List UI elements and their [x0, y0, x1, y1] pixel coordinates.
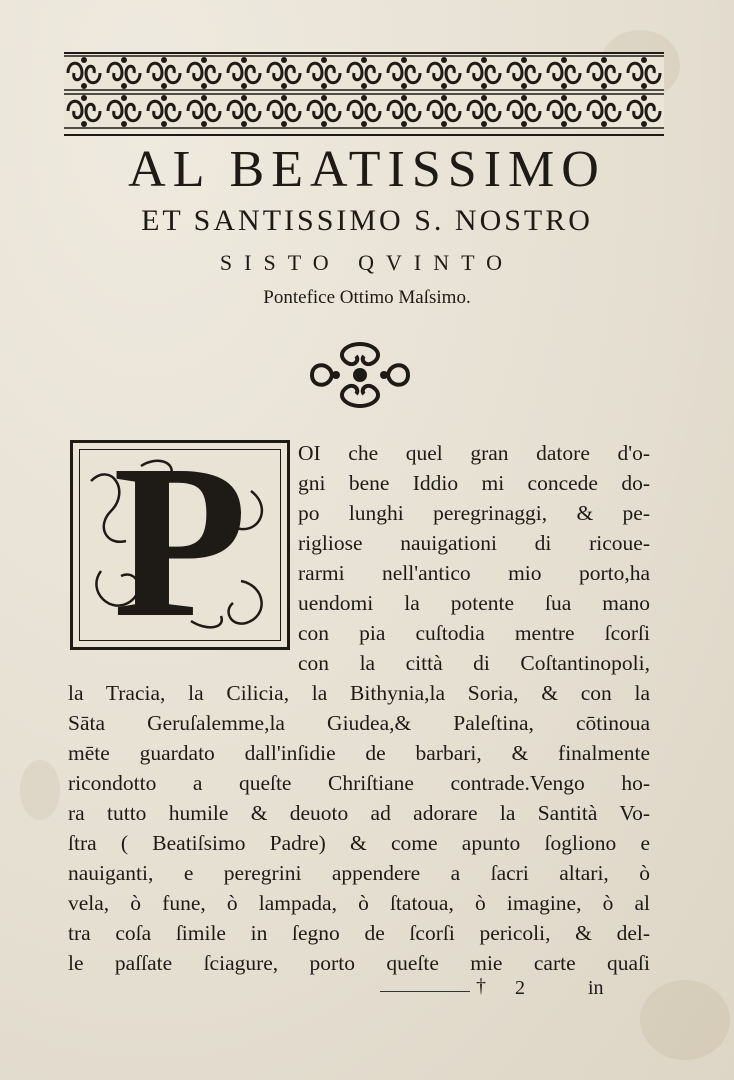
heading-line-3: SISTO QVINTO — [219, 250, 515, 275]
text-line: nauiganti, e peregrini appendere a ſacri altari, ò — [68, 861, 650, 885]
page-footer — [380, 975, 610, 1005]
text-line: ricondotto a queſte Chriſtiane contrade.Vengo ho- — [68, 771, 650, 795]
fleuron-ornament-icon — [306, 338, 414, 412]
scroll-ornament-icon — [64, 54, 664, 130]
text-line: OI che quel gran datore d'o- — [298, 441, 650, 465]
text-line: ra tutto humile & deuoto ad adorare la Santità Vo- — [68, 801, 650, 825]
text-line: tra coſa ſimile in ſegno de ſcorſi pericoli, & del- — [68, 921, 650, 945]
text-line: con la città di Coſtantinopoli, — [298, 651, 650, 675]
text-line: rigliose nauigationi di ricoue- — [298, 531, 650, 555]
text-line: la Tracia, la Cilicia, la Bithynia,la Soria, & con la — [68, 681, 650, 705]
text-line: ſtra ( Beatiſsimo Padre) & come apunto ſogliono e — [68, 831, 650, 855]
text-line: con pia cuſtodia mentre ſcorſi — [298, 621, 650, 645]
heading-line-1: AL BEATISSIMO — [128, 141, 606, 198]
signature-mark: † — [476, 975, 486, 997]
text-line: uendomi la potente ſua mano — [298, 591, 650, 615]
text-line: gni bene Iddio mi concede do- — [298, 471, 650, 495]
text-line: vela, ò fune, ò lampada, ò ſtatoua, ò imagine, ò al — [68, 891, 650, 915]
signature-number: 2 — [515, 977, 525, 999]
text-line: le paſſate ſciagure, porto queſte mie carte quaſi — [68, 951, 650, 975]
initial-letter: P — [112, 419, 248, 663]
text-line: rarmi nell'antico mio porto,ha — [298, 561, 650, 585]
text-line: Sāta Geruſalemme,la Giudea,& Paleſtina, cōtinoua — [68, 711, 650, 735]
paper-stain — [640, 980, 730, 1060]
heading-line-4: Pontefice Ottimo Maſsimo. — [263, 287, 471, 308]
ornamental-header-band — [64, 52, 664, 136]
decorated-initial — [70, 419, 290, 663]
text-line: mēte guardato dall'inſidie de barbari, & finalmente — [68, 741, 650, 765]
footer-rule — [380, 991, 470, 992]
text-line: po lunghi peregrinaggi, & pe- — [298, 501, 650, 525]
catchword: in — [588, 977, 604, 999]
heading-line-2: ET SANTISSIMO S. NOSTRO — [141, 204, 593, 237]
paper-stain — [20, 760, 60, 820]
